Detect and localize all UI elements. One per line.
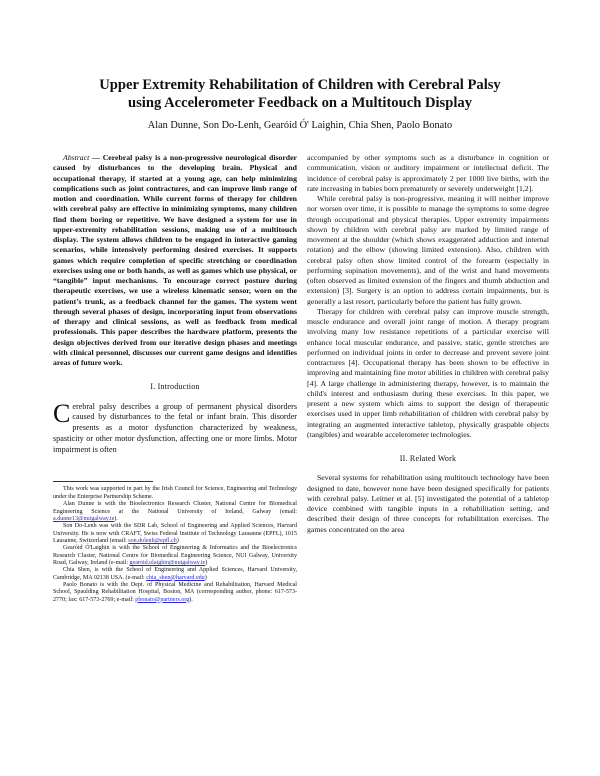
footnote-author-1: [53, 501, 297, 523]
email-link[interactable]: pbonato@partners.org: [135, 596, 190, 603]
footnote-text: ): [205, 559, 208, 566]
drop-cap: C: [53, 398, 71, 428]
footnote-author-3: [53, 545, 297, 567]
title-line-1: Upper Extremity Rehabilitation of Children with Cerebral Palsy: [99, 77, 501, 93]
section-heading-introduction: I. Introduction: [150, 382, 200, 392]
title-line-2: using Accelerometer Feedback on a Multitouch Display: [127, 95, 472, 111]
footnote-text: ).: [114, 515, 118, 522]
author-list: Alan Dunne, Son Do-Lenh, Gearóid Ó' Laighin, Chia Shen, Paolo Bonato: [147, 120, 453, 131]
footnote-text: Gearóid Ó'Laighin is with the School of Engineering & Informatics and the Bioelectronics Research Cluster, National Centre for Biomedical Engineering Science, NUI Galway, University Road, Galway, Ireland (e-mail:: [53, 545, 297, 566]
section-heading-related-work: II. Related Work: [399, 454, 457, 463]
paper-title: [40, 76, 560, 112]
footnote-funding: This work was supported in part by the Irish Council for Science, Engineering and Technology under the Enterprise Partnership Scheme.: [53, 486, 297, 500]
footnote-text: Paolo Bonato is with the Dept. of Physical Medicine and Rehabilitation, Harvard Medical School, Spaulding Rehabilitation Hospital, Boston, MA (corresponding author, phone: 617-573-2770; fax: 617-573-2769; e-mail:: [53, 581, 297, 603]
footnote-text: ).: [189, 596, 193, 603]
intro-paragraph: [53, 398, 297, 456]
body-paragraph: accompanied by other symptoms such as a disturbance in cognition or communication, vision or auditory impairment or intellectual deficit. The incidence of cerebral palsy is approximately 2 per 1000 live births, with the rate increasing in babies born prematurely or severely underweight [1,2].: [307, 153, 549, 193]
footnote-author-4: [53, 567, 297, 582]
body-paragraph: Therapy for children with cerebral palsy can improve muscle strength, muscle endurance and overall joint range of motion. A therapy program involving many low resistance repetitions of a particular exercise will enhance local muscular endurance, and passive, static, gentle stretches are performed on individual joints in order to decrease and prevent severe joint contractures [4]. Occupational therapy has been shown to be effective in improving and maintaining fine motor abilities in children with cerebral palsy [4]. A large challenge in administering therapy, however, is to maintain the child's interest and enthusiasm during these exercises. In this paper, we present a new system which aims to support the design of therapeutic exercises used in upper limb rehabilitation of children with cerebral palsy by integrating an augmented interactive tabletop, physically graspable objects (tangibles) and wearable accelerometer technologies.: [307, 306, 549, 439]
footnote-text: ): [176, 537, 179, 544]
footnote-divider: [53, 481, 153, 482]
intro-text: erebral palsy describes a group of permanent physical disorders caused by disturbances to the fetal or infant brain. This disorder presents as a motor dysfunction characterized by weakness, spasticity or other motor dysfunction, affecting one or more limbs. Motor impairment is often: [53, 401, 297, 454]
footnote-text: Alan Dunne is with the Bioelectronics Research Cluster, National Centre for Biomedical Engineering Science at the National University of Ireland, Galway (email:: [53, 501, 297, 515]
footnote-text: Chia Shen, is with the School of Engineering and Applied Sciences, Harvard University, Cambridge, MA 02138 USA. (e-mail:: [53, 567, 297, 581]
email-link[interactable]: chia_shen@harvard.edu: [146, 574, 205, 581]
right-column: [307, 153, 549, 535]
footnote-author-5: [53, 582, 297, 604]
footnote-text: Son Do-Lenh was with the SDR Lab, School of Engineering and Applied Sciences, Harvard University. He is now with CRAFT, Swiss Federal Institute of Technology Lausanne (EPFL), 1015 Lausanne, Switzerland (email:: [53, 523, 297, 544]
body-paragraph: While cerebral palsy is non-progressive, meaning it will neither improve nor worsen over time, it is possible to manage the symptoms to some degree through occupational and physical therapies. Upper extremity impairments shown by children with cerebral palsy are marked by limited range of movement at the shoulder (which shows exaggerated adduction and internal rotation) and the elbow (showing limited extension). Also, children with cerebral palsy often show limited control of the forearm (especially in performing supination movements), and of the wrist and hand movements (often observed as limited extension of the fingers and thumb abduction and extension) [3]. Surgery is an option to address certain impairments, but is generally a last resort, particularly before the patient has fully grown.: [307, 194, 549, 306]
body-paragraph: Several systems for rehabilitation using multitouch technology have been designed to date, however none have been designed specifically for patients with cerebral palsy. Leitner et al. [5] investigated the potential of a tabletop device combined with tangible inputs in a rehabilitation setting, and described their design of three concepts for rehabilitation exercises. The games concentrated on the area: [307, 473, 549, 534]
email-link[interactable]: gearoid.olaighin@nuigalway.ie: [129, 559, 206, 566]
email-link[interactable]: son.dolenh@epfl.ch: [128, 537, 177, 544]
footnote-author-2: [53, 523, 297, 545]
left-column: [53, 153, 297, 604]
abstract: [53, 153, 297, 368]
abstract-text: — Cerebral palsy is a non-progressive neurological disorder caused by disturbances to the developing brain. Physical and occupational therapy, if started at a young age, can help minimizing complications such as joint contractures, and can improve limb range of motion and coordination. While current forms of therapy for children with cerebral palsy are effective in minimizing symptoms, many children find them boring or repetitive. We have designed a system for use in upper-extremity rehabilitation sessions, making use of a multitouch display. The system allows children to be engaged in interactive gaming scenarios, while intensively performing desired exercises. It supports games which require completion of specific stretching or coordination exercises using one or both hands, as well as games which use physical, or “tangible” input mechanisms. To encourage correct posture during therapeutic exercises, we use a wireless kinematic sensor, worn on the patient’s trunk, as a feedback channel for the games. The system went through several phases of design, incorporating input from observations of therapy and clinical sessions, as well as feedback from medical professionals. This paper describes the hardware platform, presents the design objectives derived from our iterative design phases and meetings with clinical personnel, discusses our current game designs and identifies areas of future work.: [53, 153, 297, 367]
footnote-text: ): [204, 574, 207, 581]
email-link[interactable]: a.dunne13@nuigalway.ie: [53, 515, 115, 522]
abstract-lead: Abstract: [63, 153, 90, 162]
